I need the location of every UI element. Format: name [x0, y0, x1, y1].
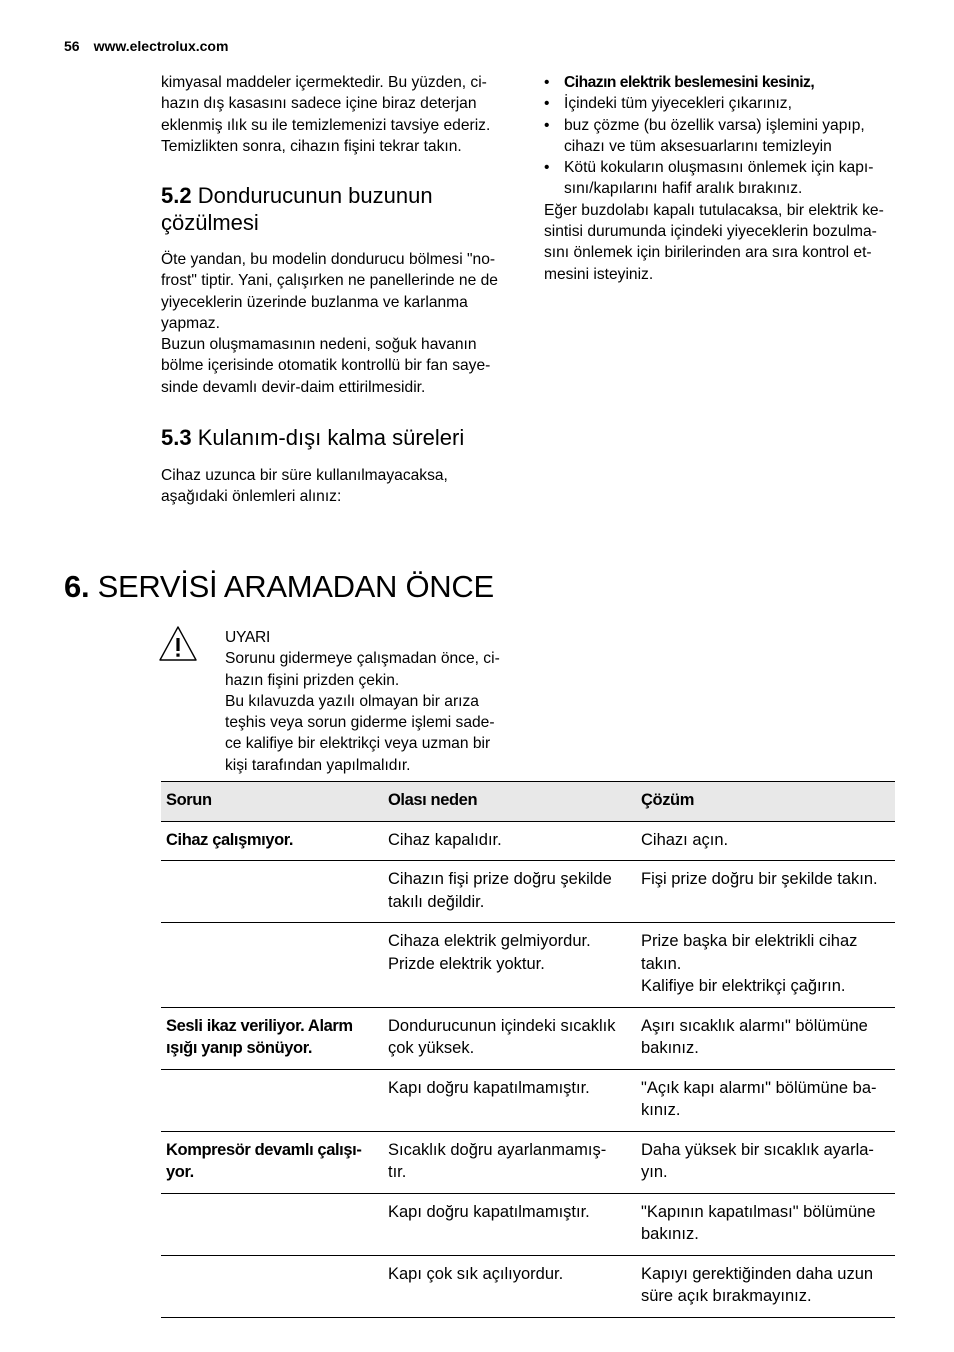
text-line: Öte yandan, bu modelin dondurucu bölmesi "no- [161, 251, 496, 268]
text-line: sını önlemek için birilerinden ara sıra kontrol et- [544, 244, 872, 262]
text-line: aşağıdaki önlemleri alınız: [161, 488, 342, 506]
text-line: sintisi durumunda içindeki yiyeceklerin bozulma- [544, 223, 877, 241]
cause-cell: Sıcaklık doğru ayarlanmamış- tır. [383, 1131, 636, 1193]
text-line: İçindeki tüm yiyecekleri çıkarınız, [564, 95, 792, 113]
text-line: Bu kılavuzda yazılı olmayan bir arıza [225, 692, 479, 710]
website-url: www.electrolux.com [93, 38, 229, 54]
solution-cell: Fişi prize doğru bir şekilde takın. [636, 861, 895, 923]
text-line: cihazı ve tüm aksesuarlarını temizleyin [564, 137, 832, 155]
column-header-problem: Sorun [161, 782, 383, 822]
section-number: 5.3 [161, 425, 192, 450]
troubleshooting-table [161, 781, 895, 1318]
text-line: frost" tiptir. Yani, çalışırken ne panellerinde ne de [161, 272, 498, 290]
solution-cell: Prize başka bir elektrikli cihaz takın. Kalifiye bir elektrikçi çağırın. [636, 923, 895, 1008]
text-line: Buzun oluşmamasının nedeni, soğuk havanın [161, 336, 477, 354]
section-title: Kulanım-dışı kalma süreleri [197, 425, 465, 450]
text-line: hazın dış kasasını sadece içine biraz deterjan [161, 95, 477, 113]
list-item [544, 93, 904, 114]
table-row [161, 1255, 895, 1317]
table-row [161, 1069, 895, 1131]
problem-cell: Kompresör devamlı çalışı- yor. [161, 1131, 383, 1193]
table-row [161, 923, 895, 1008]
problem-cell [161, 1255, 383, 1317]
text-line: Cihazın elektrik beslemesini kesiniz, [564, 74, 815, 91]
table-row [161, 1131, 895, 1193]
intro-paragraph [161, 72, 490, 157]
problem-cell [161, 923, 383, 1008]
list-item [544, 72, 904, 93]
table-header-row [161, 782, 895, 822]
text-line: Kötü kokuların oluşmasını önlemek için kapı- [564, 159, 874, 177]
bullet-icon: • [544, 159, 550, 177]
text-line: eklenmiş ılık su ile temizlemenizi tavsiye ederiz. [161, 116, 491, 134]
text-line: sinde devamlı devir-daim ettirilmesidir. [161, 378, 426, 396]
text-line: ce kalifiye bir elektrikçi veya uzman bir [225, 735, 491, 753]
cause-cell: Kapı doğru kapatılmamıştır. [383, 1069, 636, 1131]
cause-cell: Cihazın fişi prize doğru şekilde takılı değildir. [383, 861, 636, 923]
text-line: yiyeceklerin üzerinde buzlanma ve karlanma [161, 293, 468, 311]
solution-cell: Aşırı sıcaklık alarmı" bölümüne bakınız. [636, 1007, 895, 1069]
warning-title: UYARI [225, 629, 270, 646]
page-number: 56 [64, 38, 80, 54]
table-row [161, 1193, 895, 1255]
text-line: kimyasal maddeler içermektedir. Bu yüzden, ci- [161, 74, 487, 91]
section-6-heading [64, 567, 494, 607]
solution-cell: Cihazı açın. [636, 821, 895, 861]
problem-cell [161, 861, 383, 923]
warning-box [225, 627, 500, 776]
bullet-icon: • [544, 116, 550, 134]
problem-cell: Cihaz çalışmıyor. [161, 821, 383, 861]
solution-cell: "Açık kapı alarmı" bölümüne ba- kınız. [636, 1069, 895, 1131]
cause-cell: Cihaz kapalıdır. [383, 821, 636, 861]
precautions-list [544, 72, 904, 285]
text-line: Eğer buzdolabı kapalı tutulacaksa, bir elektrik ke- [544, 201, 884, 219]
solution-cell: Kapıyı gerektiğinden daha uzun süre açık bırakmayınız. [636, 1255, 895, 1317]
bullet-icon: • [544, 95, 550, 113]
text-line: mesini isteyiniz. [544, 265, 654, 283]
solution-cell: "Kapının kapatılması" bölümüne bakınız. [636, 1193, 895, 1255]
problem-cell [161, 1193, 383, 1255]
column-header-solution: Çözüm [636, 782, 895, 822]
cause-cell: Kapı doğru kapatılmamıştır. [383, 1193, 636, 1255]
list-item [544, 115, 904, 158]
section-5-2-heading [161, 182, 433, 236]
text-line: Temizlikten sonra, cihazın fişini tekrar takın. [161, 137, 462, 155]
warning-triangle-icon [158, 624, 198, 664]
text-line: yapmaz. [161, 314, 220, 332]
cause-cell: Dondurucunun içindeki sıcaklık çok yüksek. [383, 1007, 636, 1069]
problem-cell [161, 1069, 383, 1131]
table-row [161, 861, 895, 923]
table-row [161, 821, 895, 861]
page-header [64, 38, 228, 54]
section-title: Dondurucunun buzunun [197, 183, 433, 208]
text-line: kişi tarafından yapılmalıdır. [225, 756, 411, 774]
text-line: Cihaz uzunca bir süre kullanılmayacaksa, [161, 467, 448, 484]
section-number: 6. [64, 569, 90, 604]
cause-cell: Kapı çok sık açılıyordur. [383, 1255, 636, 1317]
column-header-cause: Olası neden [383, 782, 636, 822]
table-row [161, 1007, 895, 1069]
text-line: Sorunu gidermeye çalışmadan önce, ci- [225, 650, 500, 668]
bullet-icon: • [544, 74, 550, 91]
list-item [544, 157, 904, 200]
section-number: 5.2 [161, 183, 192, 208]
cause-cell: Cihaza elektrik gelmiyordur. Prizde elektrik yoktur. [383, 923, 636, 1008]
section-title: SERVİSİ ARAMADAN ÖNCE [97, 569, 494, 604]
text-line: sını/kapılarını hafif aralık bırakınız. [564, 180, 803, 198]
solution-cell: Daha yüksek bir sıcaklık ayarla- yın. [636, 1131, 895, 1193]
section-5-3-body [161, 465, 448, 508]
section-title-cont: çözülmesi [161, 210, 259, 235]
text-line: buz çözme (bu özellik varsa) işlemini yapıp, [564, 116, 865, 134]
problem-cell: Sesli ikaz veriliyor. Alarm ışığı yanıp sönüyor. [161, 1007, 383, 1069]
section-5-3-heading [161, 424, 464, 451]
section-5-2-body [161, 249, 498, 398]
text-line: bölme içerisinde otomatik kontrollü bir fan saye- [161, 357, 491, 375]
text-line: teşhis veya sorun giderme işlemi sade- [225, 714, 495, 732]
text-line: hazın fişini prizden çekin. [225, 671, 400, 689]
